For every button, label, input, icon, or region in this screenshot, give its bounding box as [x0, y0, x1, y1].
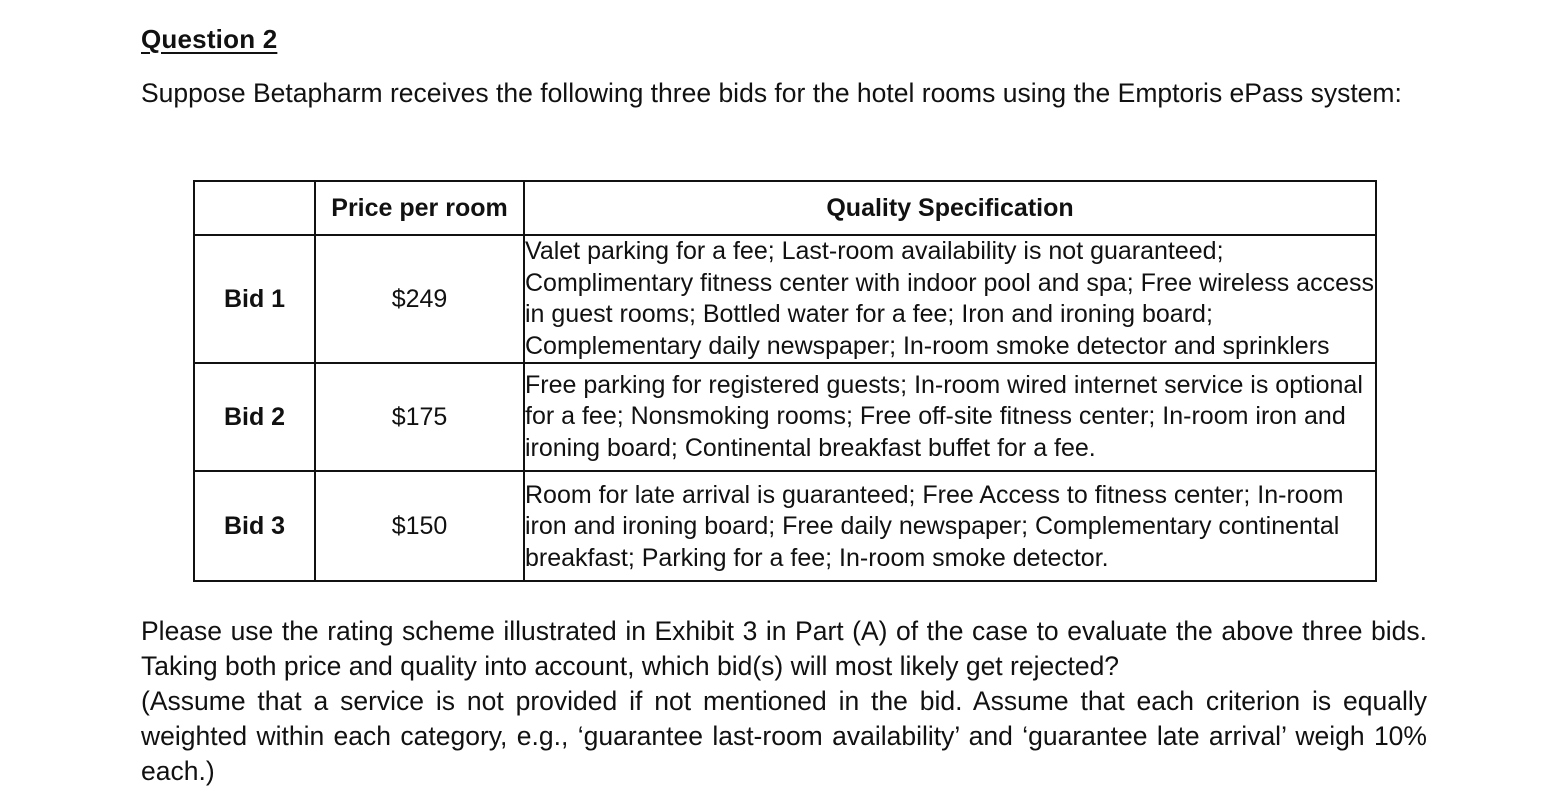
- bid-quality-spec: Valet parking for a fee; Last-room availability is not guaranteed; Complimentary fitness center with indoor pool and spa; Free wireless access in guest rooms; Bottled water for a fee; Iron and ironing board; Complementary daily newspaper; In-room smoke detector and sprinklers: [524, 235, 1376, 363]
- header-price: Price per room: [315, 181, 524, 235]
- question-heading: Question 2: [141, 24, 278, 54]
- table-row: [194, 235, 1376, 363]
- intro-paragraph: Suppose Betapharm receives the following three bids for the hotel rooms using the Emptoris ePass system:: [141, 78, 1402, 108]
- bid-label: Bid 3: [194, 471, 315, 581]
- bids-table: [193, 180, 1377, 582]
- bid-price: $175: [315, 363, 524, 471]
- question-prompt: Please use the rating scheme illustrated in Exhibit 3 in Part (A) of the case to evaluate the above three bids. Taking both price and quality into account, which bid(s) will most likely get rejected?: [141, 616, 1427, 681]
- header-empty-cell: [194, 181, 315, 235]
- bid-quality-spec: Free parking for registered guests; In-room wired internet service is optional for a fee; Nonsmoking rooms; Free off-site fitness center; In-room iron and ironing board; Continental breakfast buffet for a fee.: [524, 363, 1376, 471]
- bid-label: Bid 2: [194, 363, 315, 471]
- table-row: [194, 471, 1376, 581]
- closing-paragraph: [141, 614, 1427, 789]
- assumptions-note: (Assume that a service is not provided if not mentioned in the bid. Assume that each criterion is equally weighted within each category, e.g., ‘guarantee last-room availability’ and ‘guarantee late arrival’ weigh 10% each.): [141, 686, 1427, 786]
- bid-quality-spec: Room for late arrival is guaranteed; Free Access to fitness center; In-room iron and ironing board; Free daily newspaper; Complementary continental breakfast; Parking for a fee; In-room smoke detector.: [524, 471, 1376, 581]
- bid-price: $249: [315, 235, 524, 363]
- table-header-row: [194, 181, 1376, 235]
- header-quality: Quality Specification: [524, 181, 1376, 235]
- bid-label: Bid 1: [194, 235, 315, 363]
- bid-price: $150: [315, 471, 524, 581]
- table-row: [194, 363, 1376, 471]
